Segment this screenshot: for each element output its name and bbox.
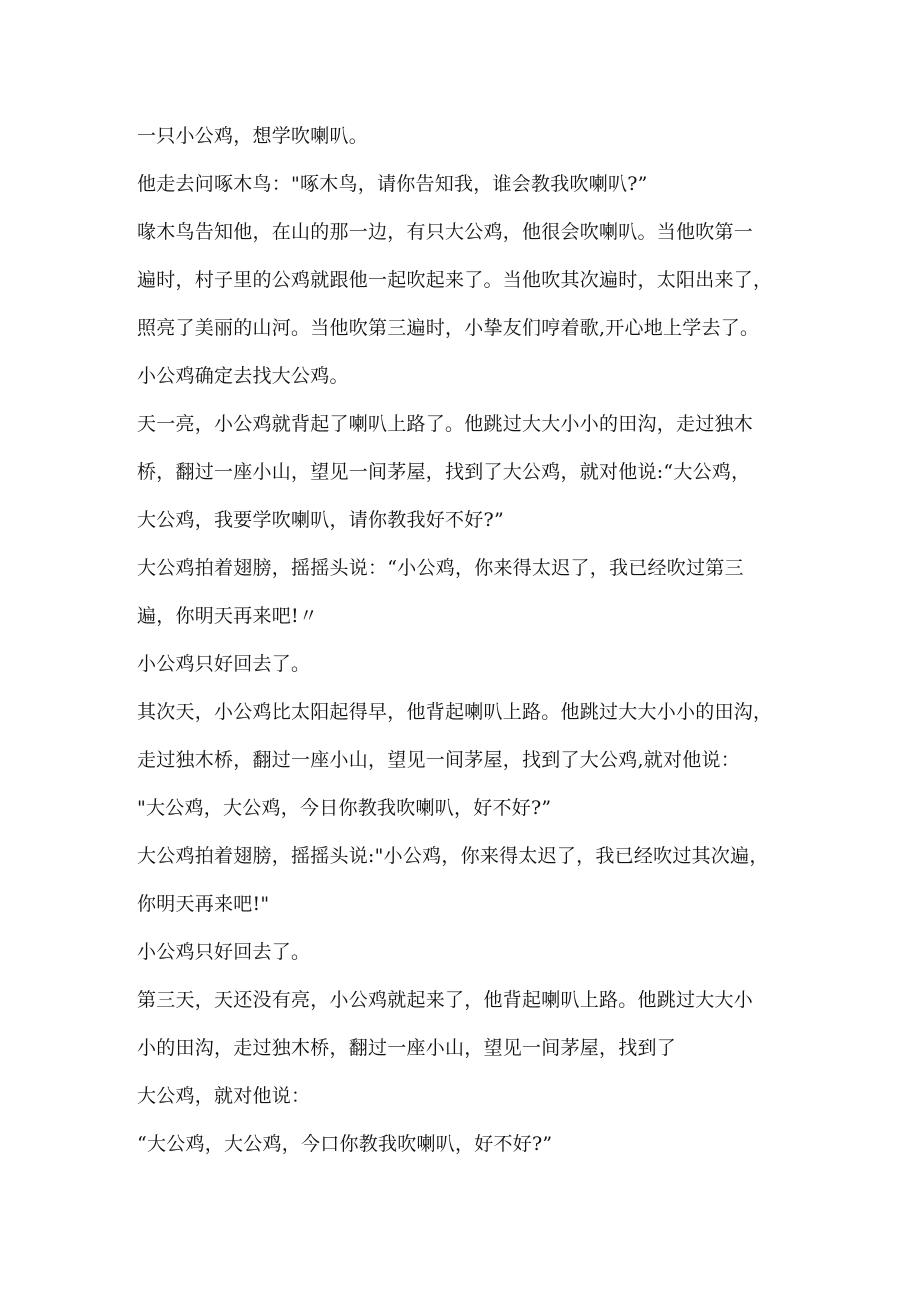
text-line-10: 大公鸡拍着翅膀，摇摇头说：“小公鸡，你来得太迟了，我已经吹过第三 — [137, 557, 744, 579]
text-line-9: 大公鸡，我要学吹喇叭，请你教我好不好?” — [137, 509, 504, 531]
text-line-19: 第三天，天还没有亮，小公鸡就起来了，他背起喇叭上路。他跳过大大小 — [137, 989, 754, 1011]
text-line-15: "大公鸡，大公鸡，今日你教我吹喇叭，好不好?” — [137, 797, 552, 819]
text-line-2: 他走去问啄木鸟："啄木鸟，请你告知我，谁会教我吹喇叭?” — [137, 173, 648, 195]
text-line-22: “大公鸡，大公鸡，今口你教我吹喇叭，好不好?” — [137, 1133, 553, 1155]
text-line-20: 小的田沟，走过独木桥，翻过一座小山，望见一间茅屋，找到了 — [137, 1037, 677, 1059]
text-line-12: 小公鸡只好回去了。 — [137, 653, 311, 675]
text-line-17: 你明天再来吧!" — [137, 893, 270, 915]
text-line-11: 遍，你明天再来吧!〃 — [137, 605, 319, 627]
text-line-21: 大公鸡，就对他说： — [137, 1085, 311, 1107]
text-line-1: 一只小公鸡，想学吹喇叭。 — [137, 125, 369, 147]
text-line-6: 小公鸡确定去找大公鸡。 — [137, 365, 349, 387]
text-line-8: 桥，翻过一座小山，望见一间茅屋，找到了大公鸡，就对他说:“大公鸡， — [137, 461, 751, 483]
text-line-5: 照亮了美丽的山河。当他吹第三遍时，小挚友们哼着歌,开心地上学去了。 — [137, 317, 760, 339]
story-text — [137, 112, 807, 1168]
text-line-18: 小公鸡只好回去了。 — [137, 941, 311, 963]
text-line-14: 走过独木桥，翻过一座小山，望见一间茅屋，找到了大公鸡,就对他说： — [137, 749, 741, 771]
text-line-16: 大公鸡拍着翅膀，摇摇头说:"小公鸡，你来得太迟了，我已经吹过其次遍， — [137, 845, 769, 867]
text-line-13: 其次天，小公鸡比太阳起得早，他背起喇叭上路。他跳过大大小小的田沟， — [137, 701, 773, 723]
text-line-7: 天一亮，小公鸡就背起了喇叭上路了。他跳过大大小小的田沟，走过独木 — [137, 413, 754, 435]
text-line-4: 遍时，村子里的公鸡就跟他一起吹起来了。当他吹其次遍时，太阳出来了， — [137, 269, 773, 291]
text-line-3: 喙木鸟告知他，在山的那一边，有只大公鸡，他很会吹喇叭。当他吹第一 — [137, 221, 754, 243]
